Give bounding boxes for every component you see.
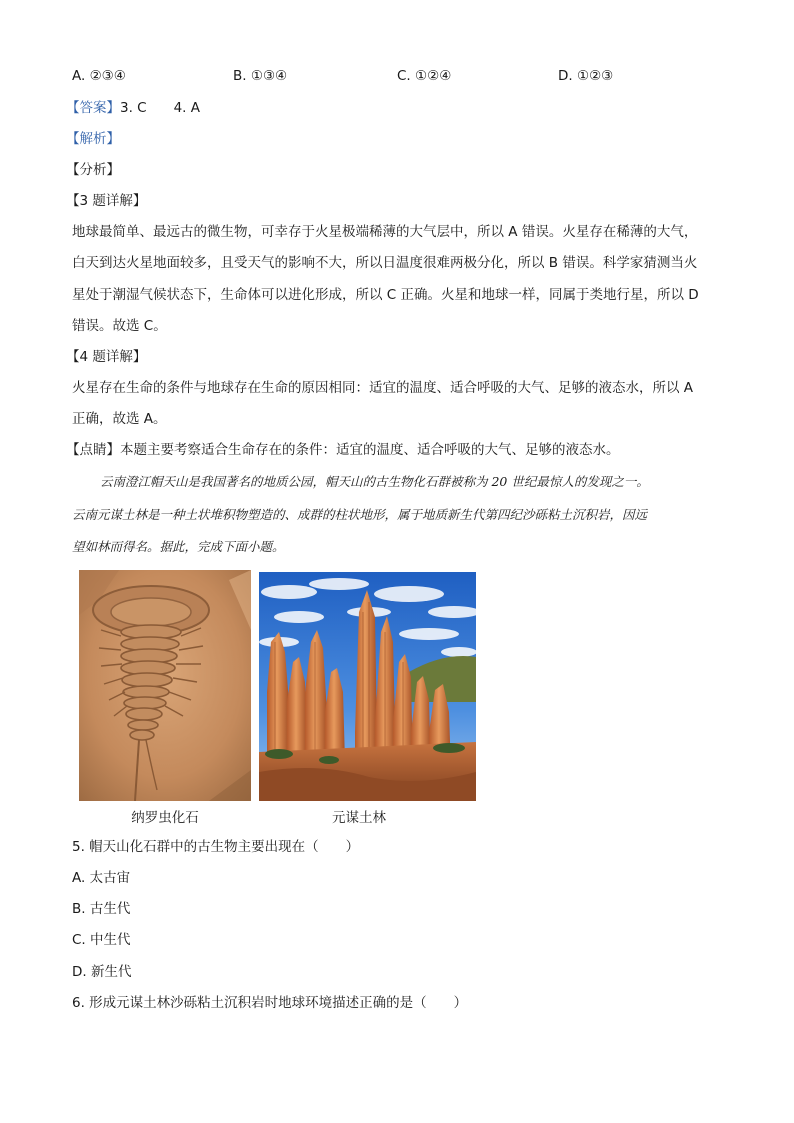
answer-line — [66, 98, 200, 118]
dianjing-text: 本题主要考察适合生命存在的条件：适宜的温度、适合呼吸的大气、足够的液态水。 — [120, 442, 620, 458]
answer-text: 3. C 4. A — [120, 100, 201, 116]
option-c: C. ①②④ — [397, 68, 452, 84]
intro-line-1: 云南澄江帽天山是我国著名的地质公园，帽天山的古生物化石群被称为 20 世纪最惊人的发现之一。 — [100, 474, 649, 489]
fenxi-tag: 【分析】 — [66, 162, 120, 178]
q4-detail-line-2: 正确，故选 A。 — [72, 411, 167, 427]
q3-detail-tag: 【3 题详解】 — [66, 193, 147, 209]
q5-stem: 5. 帽天山化石群中的古生物主要出现在（ ） — [72, 839, 360, 855]
intro-line-2: 云南元谋土林是一种土状堆积物塑造的、成群的柱状地形，属于地质新生代第四纪沙砾粘土沉积岩，因远 — [72, 507, 648, 522]
q5-option-a: A. 太古宙 — [72, 870, 131, 886]
option-d: D. ①②③ — [558, 68, 614, 84]
q5-option-b: B. 古生代 — [72, 901, 131, 917]
q3-detail-line-3: 星处于潮湿气候状态下，生命体可以进化形成，所以 C 正确。火星和地球一样，同属于类地行星，所以 D — [72, 287, 699, 303]
dianjing-line — [66, 440, 620, 460]
dianjing-tag: 【点睛】 — [66, 442, 120, 458]
option-a: A. ②③④ — [72, 68, 126, 84]
intro-line-3: 望如林而得名。据此，完成下面小题。 — [72, 539, 285, 554]
option-b: B. ①③④ — [233, 68, 288, 84]
q6-stem: 6. 形成元谋土林沙砾粘土沉积岩时地球环境描述正确的是（ ） — [72, 995, 468, 1011]
q4-detail-line-1: 火星存在生命的条件与地球存在生命的原因相同：适宜的温度、适合呼吸的大气、足够的液态水，所以 A — [72, 380, 694, 396]
q5-option-c: C. 中生代 — [72, 932, 131, 948]
yuanmou-earth-forest-image — [259, 572, 476, 801]
answer-tag: 【答案】 — [66, 100, 120, 116]
naraoia-fossil-image — [79, 570, 251, 801]
q5-option-d: D. 新生代 — [72, 964, 132, 980]
earth-forest-caption: 元谋土林 — [332, 810, 386, 826]
q3-detail-line-1: 地球最简单、最远古的微生物，可幸存于火星极端稀薄的大气层中，所以 A 错误。火星存在稀薄的大气， — [72, 224, 698, 240]
q3-detail-line-2: 白天到达火星地面较多，且受天气的影响不大，所以日温度很难两极分化，所以 B 错误。科学家猜测当火 — [72, 255, 698, 271]
q3-detail-line-4: 错误。故选 C。 — [72, 318, 167, 334]
fossil-caption: 纳罗虫化石 — [131, 810, 199, 826]
analysis-tag: 【解析】 — [66, 131, 120, 147]
q4-detail-tag: 【4 题详解】 — [66, 349, 147, 365]
